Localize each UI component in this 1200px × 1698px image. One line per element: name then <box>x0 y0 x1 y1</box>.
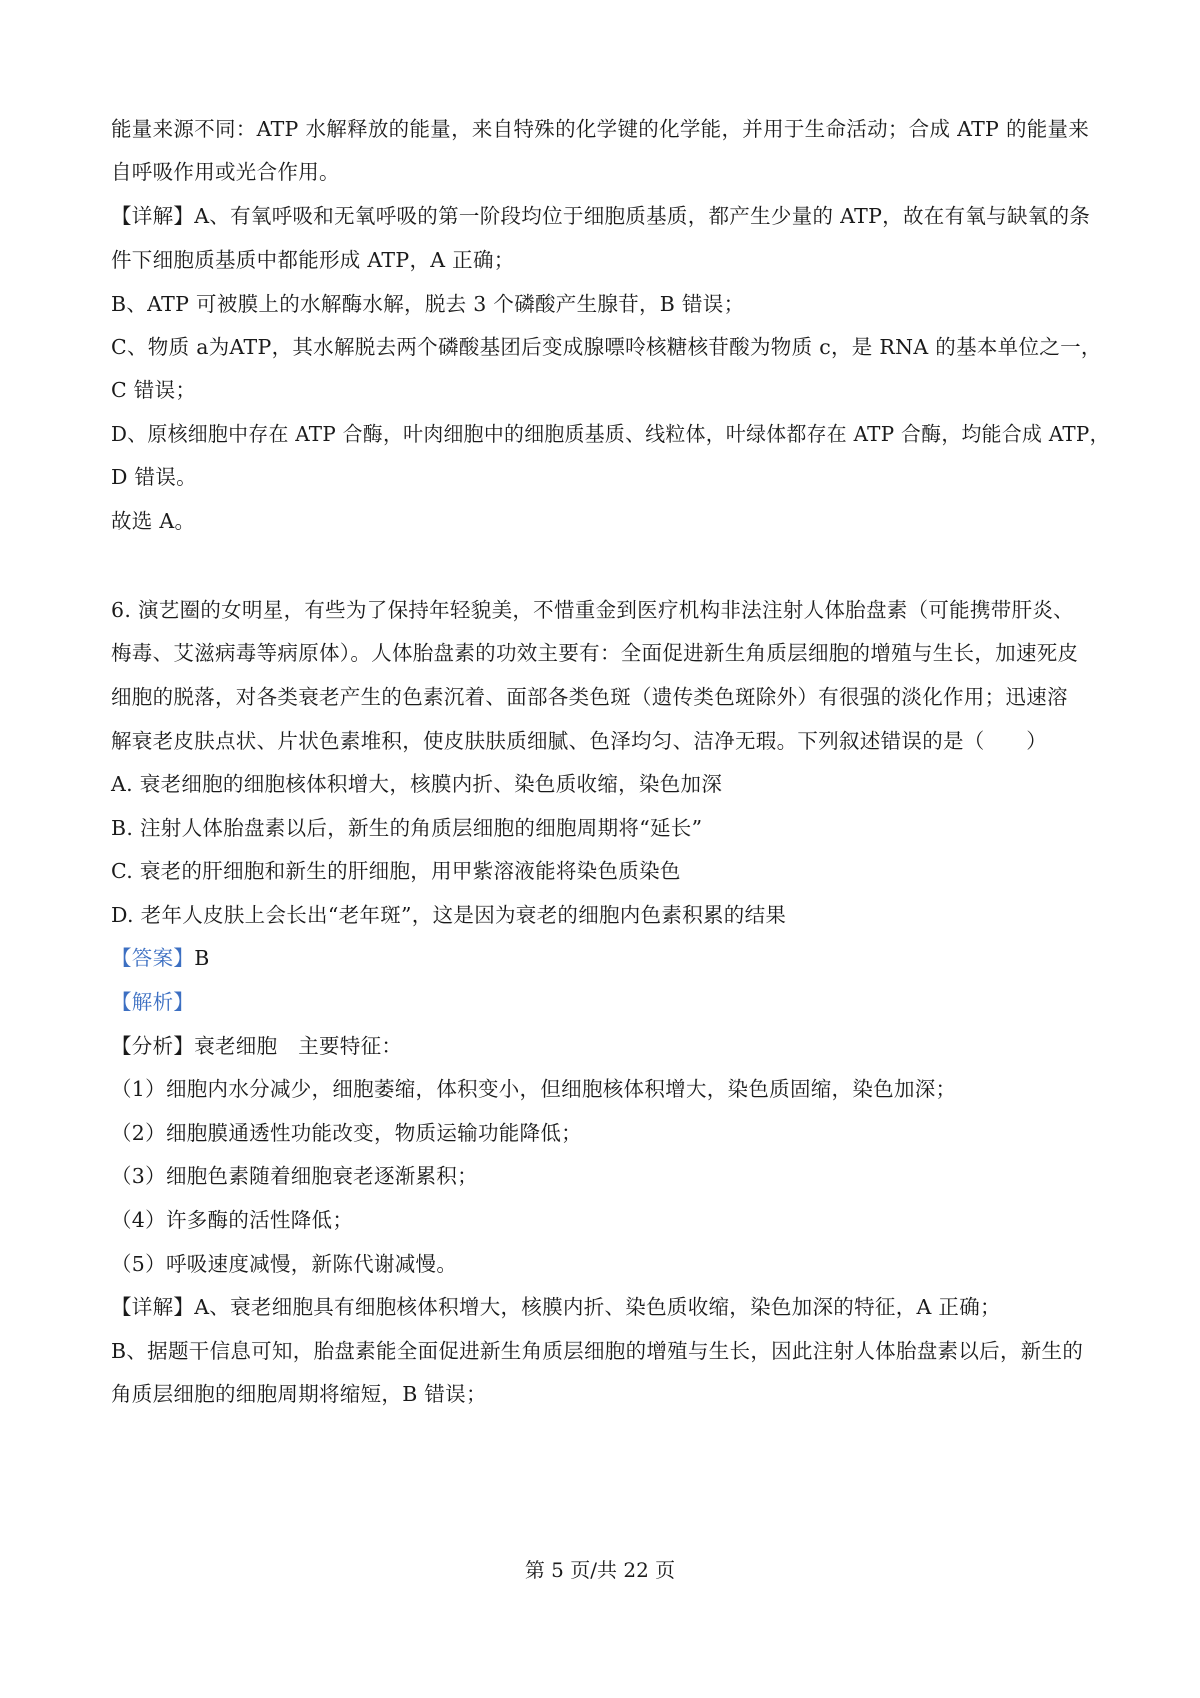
answer-line <box>111 944 210 972</box>
text-line: 自呼吸作用或光合作用。 <box>111 160 340 184</box>
text-line: 【详解】A、有氧呼吸和无氧呼吸的第一阶段均位于细胞质基质，都产生少量的 ATP，故在有氧与缺氧的条 <box>111 204 1091 228</box>
analysis-line: B、据题干信息可知，胎盘素能全面促进新生角质层细胞的增殖与生长，因此注射人体胎盘素以后，新生的 <box>111 1339 1084 1363</box>
analysis-line: （5）呼吸速度减慢，新陈代谢减慢。 <box>111 1252 458 1276</box>
text-line: 件下细胞质基质中都能形成 ATP，A 正确； <box>111 248 515 272</box>
text-line: 故选 A。 <box>111 509 196 533</box>
analysis-line: 角质层细胞的细胞周期将缩短，B 错误； <box>111 1382 487 1406</box>
analysis-line: （3）细胞色素随着细胞衰老逐渐累积； <box>111 1164 478 1188</box>
analysis-line: （4）许多酶的活性降低； <box>111 1208 354 1232</box>
option-d: D. 老年人皮肤上会长出“老年斑”，这是因为衰老的细胞内色素积累的结果 <box>111 903 787 927</box>
option-c: C. 衰老的肝细胞和新生的肝细胞，用甲紫溶液能将染色质染色 <box>111 859 681 883</box>
analysis-line: 【详解】A、衰老细胞具有细胞核体积增大，核膜内折、染色质收缩，染色加深的特征，A 正确； <box>111 1295 1001 1319</box>
analysis-label: 【解析】 <box>111 990 195 1014</box>
question-stem-line: 细胞的脱落，对各类衰老产生的色素沉着、面部各类色斑（遗传类色斑除外）有很强的淡化作用；迅速溶 <box>111 685 1068 709</box>
text-line: 能量来源不同：ATP 水解释放的能量，来自特殊的化学键的化学能，并用于生命活动；合成 ATP 的能量来 <box>111 117 1090 141</box>
analysis-line: 【分析】衰老细胞 主要特征： <box>111 1034 403 1058</box>
question-stem-line: 6. 演艺圈的女明星，有些为了保持年轻貌美，不惜重金到医疗机构非法注射人体胎盘素（可能携带肝炎、 <box>111 598 1074 622</box>
option-b: B. 注射人体胎盘素以后，新生的角质层细胞的细胞周期将“延长” <box>111 816 703 840</box>
text-line: C 错误； <box>111 378 197 402</box>
answer-value: B <box>194 946 210 970</box>
text-line: D 错误。 <box>111 465 197 489</box>
analysis-line: （2）细胞膜通透性功能改变，物质运输功能降低； <box>111 1121 582 1145</box>
text-line: B、ATP 可被膜上的水解酶水解，脱去 3 个磷酸产生腺苷，B 错误； <box>111 292 745 316</box>
question-stem-line: 解衰老皮肤点状、片状色素堆积，使皮肤肤质细腻、色泽均匀、洁净无瑕。下列叙述错误的是（ ） <box>111 729 1047 753</box>
answer-label: 【答案】 <box>111 946 195 970</box>
page-number: 第 5 页/共 22 页 <box>524 1558 676 1582</box>
analysis-line: （1）细胞内水分减少，细胞萎缩，体积变小，但细胞核体积增大，染色质固缩，染色加深； <box>111 1077 957 1101</box>
option-a: A. 衰老细胞的细胞核体积增大，核膜内折、染色质收缩，染色加深 <box>111 772 723 796</box>
question-stem-line: 梅毒、艾滋病毒等病原体）。人体胎盘素的功效主要有：全面促进新生角质层细胞的增殖与生长，加速死皮 <box>111 641 1079 665</box>
text-line: D、原核细胞中存在 ATP 合酶，叶肉细胞中的细胞质基质、线粒体，叶绿体都存在 ATP 合酶，均能合成 ATP， <box>111 422 1110 446</box>
text-line: C、物质 a为ATP，其水解脱去两个磷酸基团后变成腺嘌呤核糖核苷酸为物质 c，是 RNA 的基本单位之一， <box>111 335 1102 359</box>
